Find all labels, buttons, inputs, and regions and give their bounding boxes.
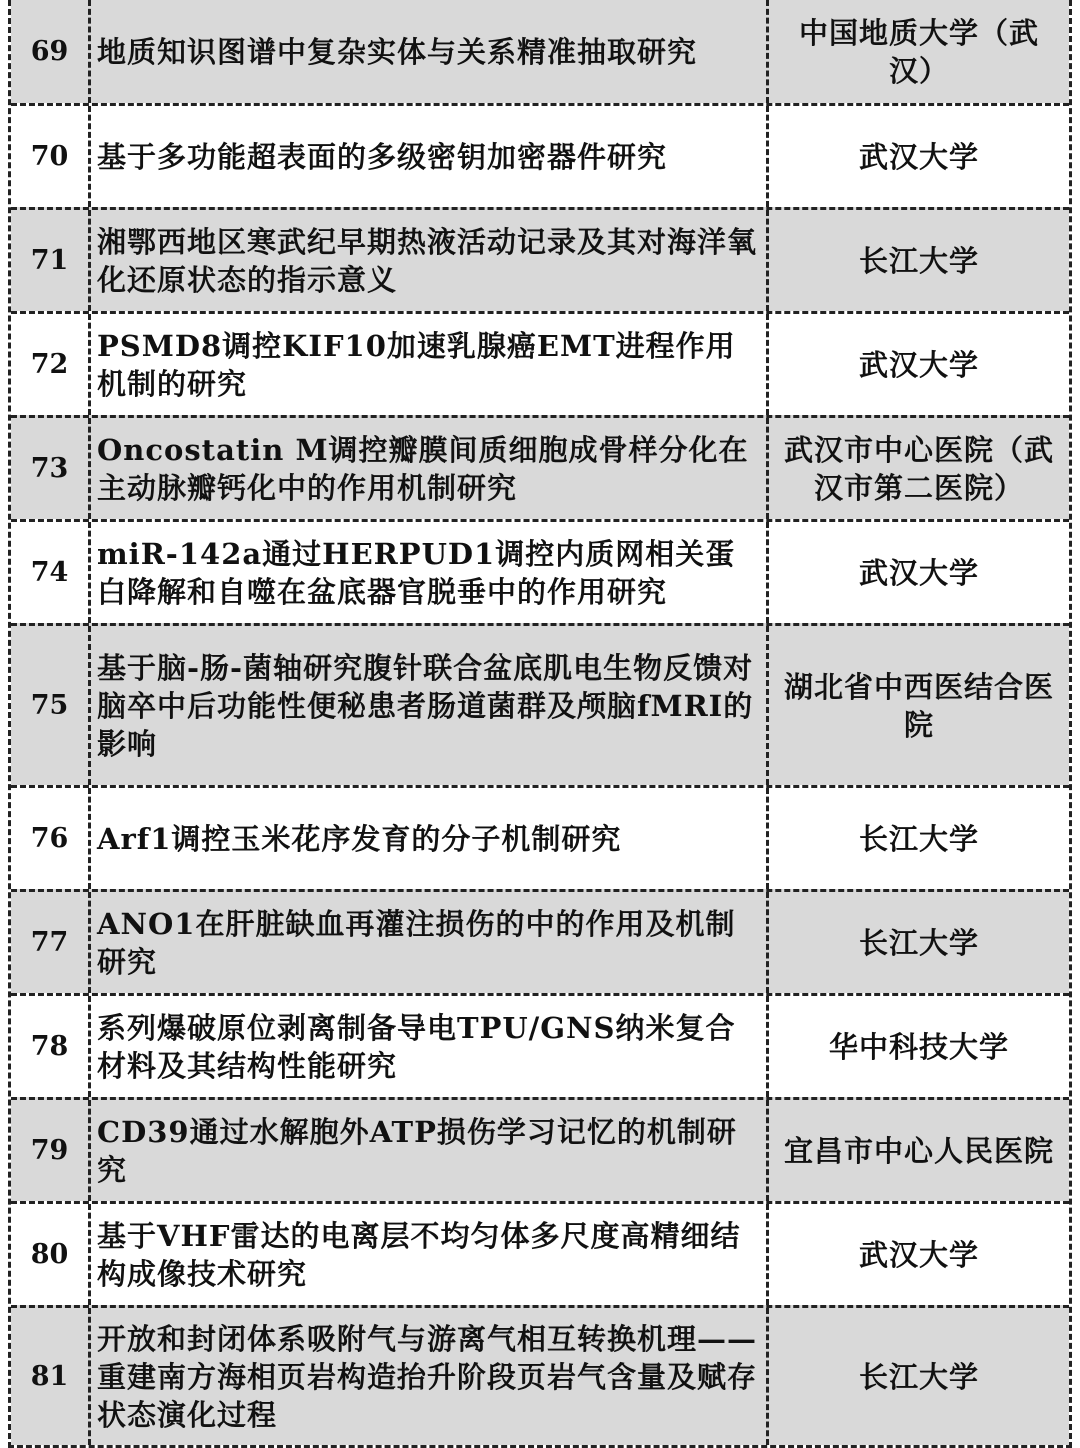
table-row <box>11 1305 1069 1445</box>
institution: 长江大学 <box>858 925 979 960</box>
institution: 武汉市中心医院（武汉市第二医院） <box>783 432 1054 505</box>
row-number: 69 <box>11 0 91 103</box>
row-number: 71 <box>11 210 91 311</box>
table-row <box>11 1201 1069 1305</box>
institution: 湖北省中西医结合医院 <box>783 669 1054 742</box>
project-title: 开放和封闭体系吸附气与游离气相互转换机理——重建南方海相页岩构造抬升阶段页岩气含量及赋存状态演化过程 <box>91 1308 769 1445</box>
project-title: miR-142a通过HERPUD1调控内质网相关蛋白降解和自噬在盆底器官脱垂中的作用研究 <box>91 522 769 623</box>
row-number: 80 <box>11 1204 91 1305</box>
project-title: Oncostatin M调控瓣膜间质细胞成骨样分化在主动脉瓣钙化中的作用机制研究 <box>91 418 769 519</box>
institution: 长江大学 <box>858 243 979 278</box>
row-number: 79 <box>11 1100 91 1201</box>
table-row <box>11 623 1069 785</box>
project-table <box>8 0 1072 1448</box>
table-row <box>11 103 1069 207</box>
project-title: 基于VHF雷达的电离层不均匀体多尺度高精细结构成像技术研究 <box>91 1204 769 1305</box>
table-row <box>11 519 1069 623</box>
project-title: 湘鄂西地区寒武纪早期热液活动记录及其对海洋氧化还原状态的指示意义 <box>91 210 769 311</box>
institution: 武汉大学 <box>858 347 979 382</box>
row-number: 76 <box>11 788 91 889</box>
table-row <box>11 1097 1069 1201</box>
row-number: 72 <box>11 314 91 415</box>
institution: 武汉大学 <box>858 555 979 590</box>
row-number: 75 <box>11 626 91 785</box>
project-title: 地质知识图谱中复杂实体与关系精准抽取研究 <box>91 0 769 103</box>
row-number: 73 <box>11 418 91 519</box>
table-row <box>11 889 1069 993</box>
project-title: Arf1调控玉米花序发育的分子机制研究 <box>91 788 769 889</box>
row-number: 74 <box>11 522 91 623</box>
institution: 长江大学 <box>858 1359 979 1394</box>
project-title: CD39通过水解胞外ATP损伤学习记忆的机制研究 <box>91 1100 769 1201</box>
row-number: 81 <box>11 1308 91 1445</box>
institution: 武汉大学 <box>858 139 979 174</box>
row-number: 77 <box>11 892 91 993</box>
institution: 长江大学 <box>858 821 979 856</box>
project-title: PSMD8调控KIF10加速乳腺癌EMT进程作用机制的研究 <box>91 314 769 415</box>
project-title: 基于多功能超表面的多级密钥加密器件研究 <box>91 106 769 207</box>
table-row <box>11 0 1069 103</box>
row-number: 70 <box>11 106 91 207</box>
project-title: 基于脑-肠-菌轴研究腹针联合盆底肌电生物反馈对脑卒中后功能性便秘患者肠道菌群及颅脑fMRI的影响 <box>91 626 769 785</box>
row-number: 78 <box>11 996 91 1097</box>
institution: 中国地质大学（武汉） <box>798 15 1039 88</box>
table-row <box>11 311 1069 415</box>
institution: 宜昌市中心人民医院 <box>783 1133 1054 1168</box>
project-title: ANO1在肝脏缺血再灌注损伤的中的作用及机制研究 <box>91 892 769 993</box>
institution: 华中科技大学 <box>828 1029 1009 1064</box>
table-row <box>11 785 1069 889</box>
table-row <box>11 415 1069 519</box>
table-row <box>11 207 1069 311</box>
institution: 武汉大学 <box>858 1237 979 1272</box>
project-title: 系列爆破原位剥离制备导电TPU/GNS纳米复合材料及其结构性能研究 <box>91 996 769 1097</box>
table-row <box>11 993 1069 1097</box>
